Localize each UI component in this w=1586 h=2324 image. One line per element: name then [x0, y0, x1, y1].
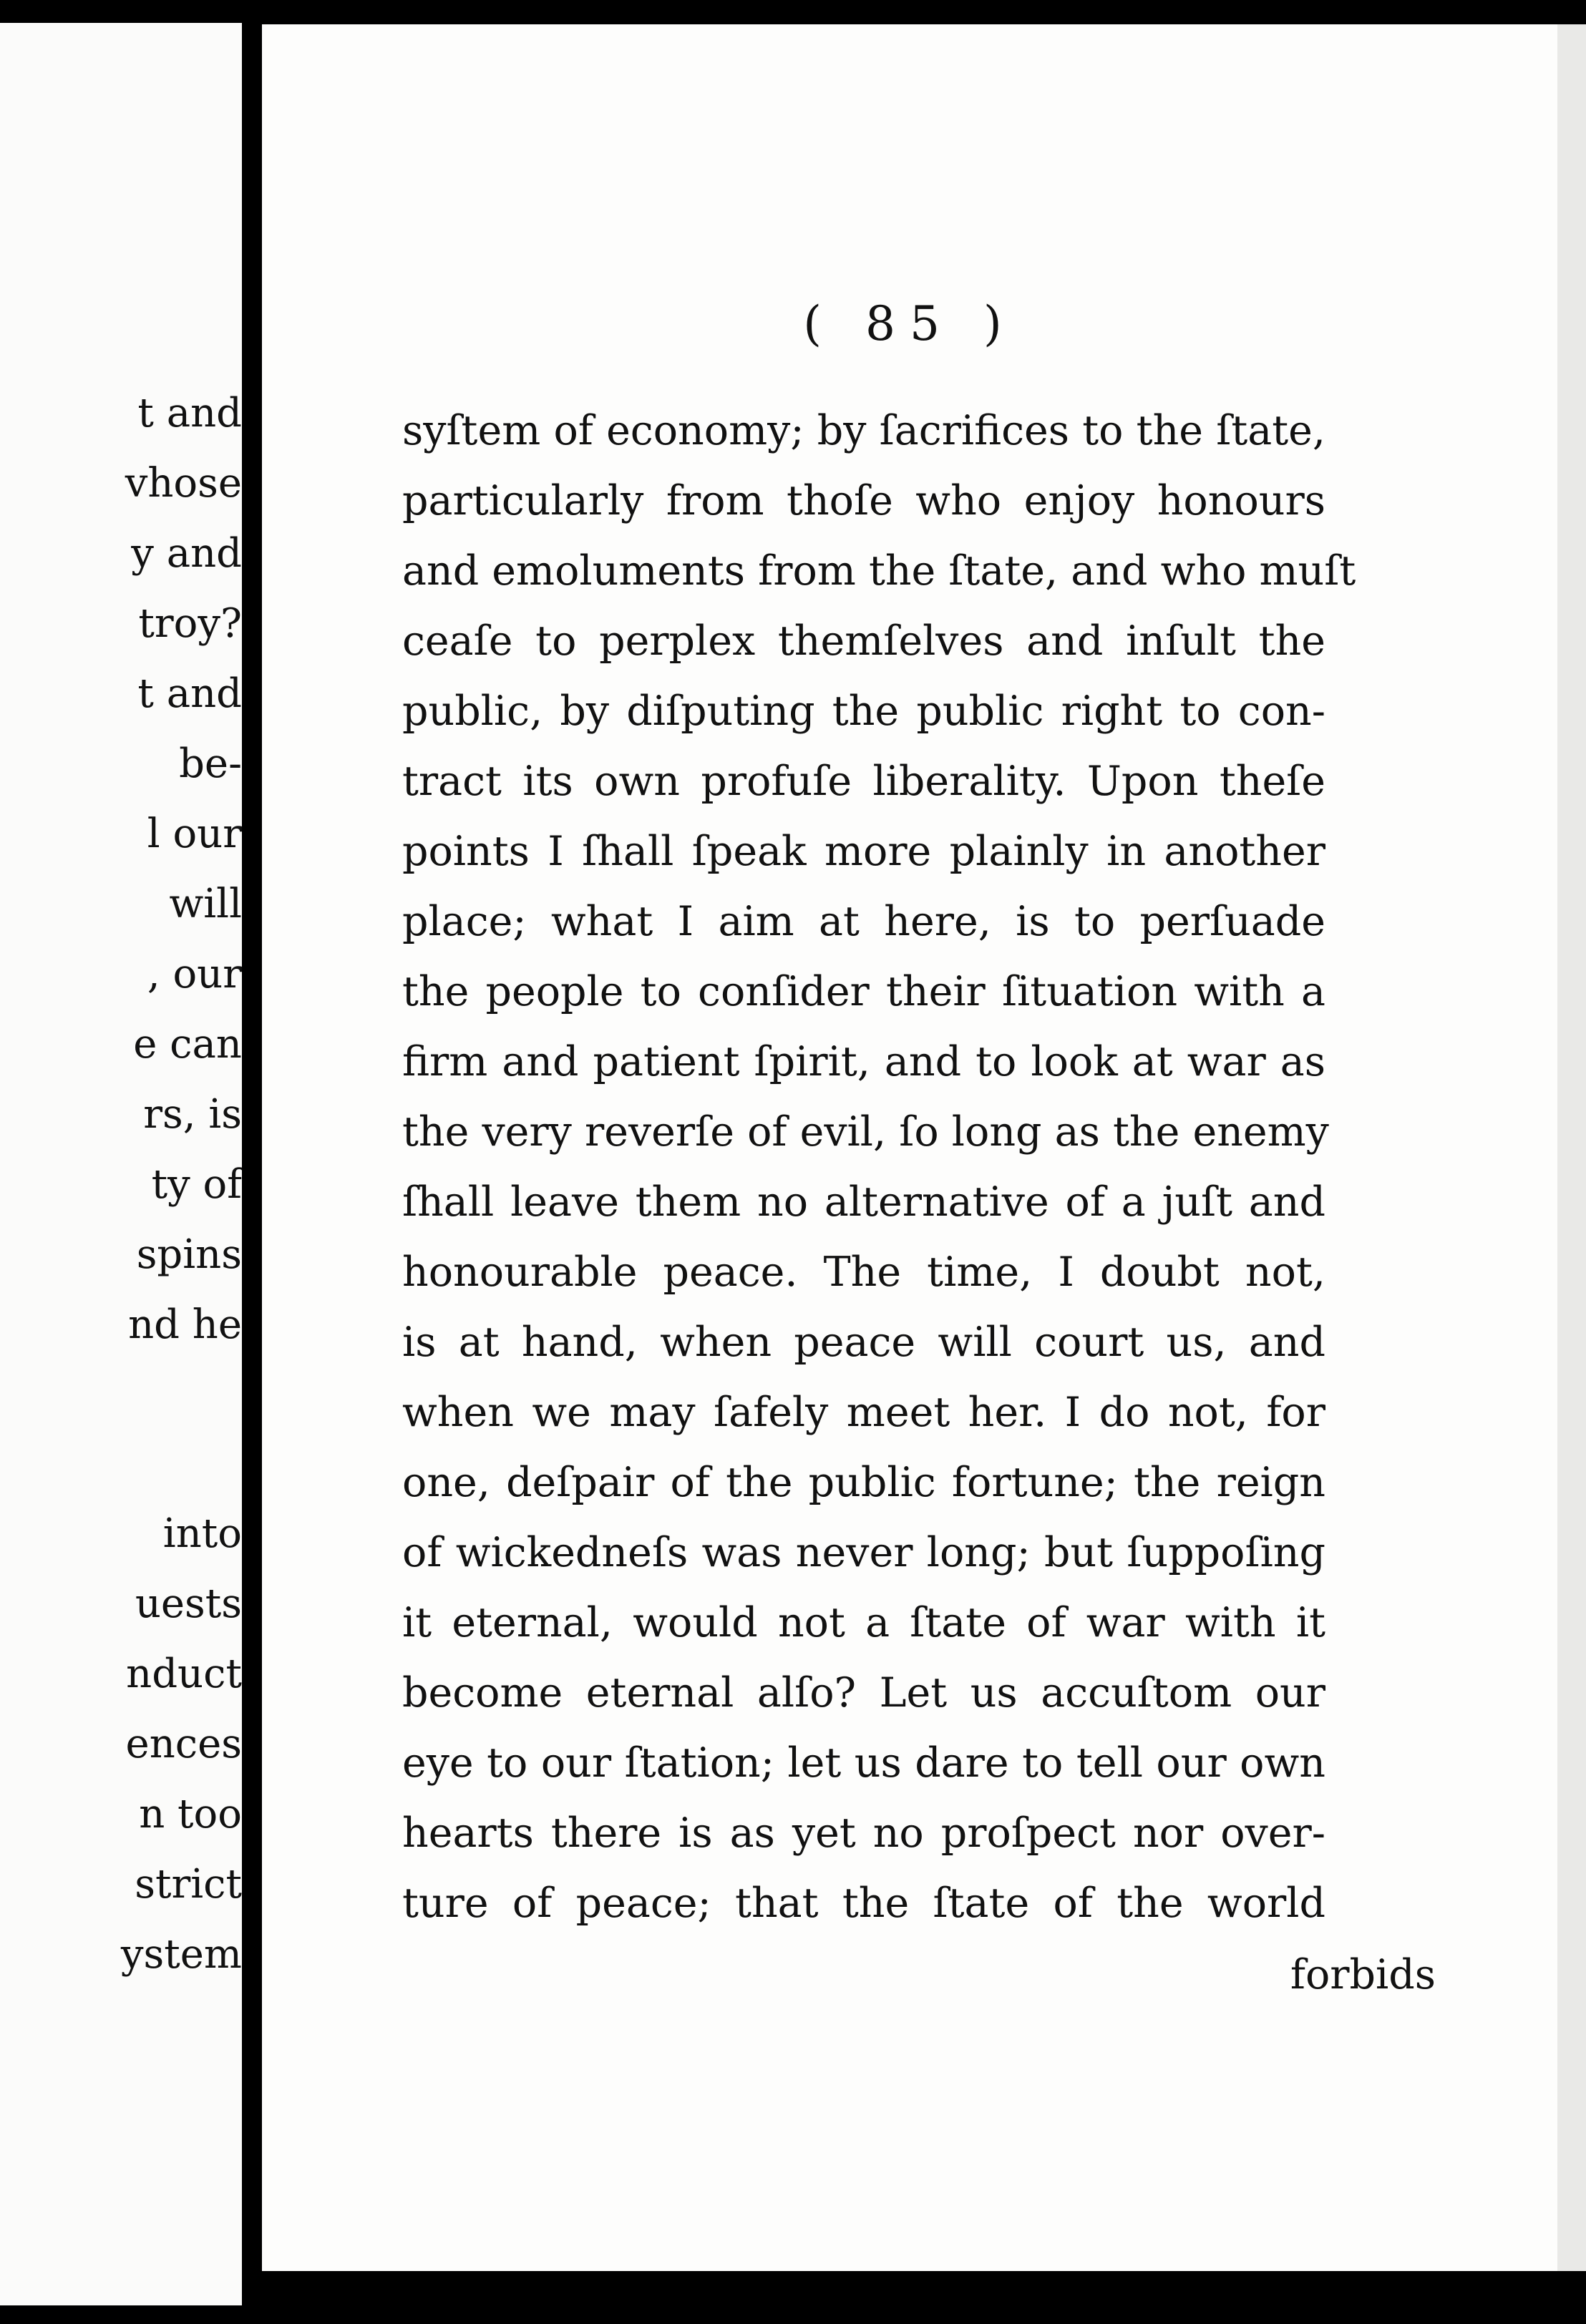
left-line: n too: [139, 1791, 242, 1837]
book-gutter: [242, 0, 262, 2324]
page-number: ( 85 ): [803, 296, 1016, 351]
left-line: , our: [147, 951, 242, 997]
body-text-line: ſhall leave them no alternative of a juſt and: [402, 1178, 1325, 1226]
body-text-line: one, deſpair of the public fortune; the reign: [402, 1459, 1325, 1506]
left-line: t and: [137, 670, 242, 717]
previous-page-fragment: [0, 23, 242, 2305]
left-line: rs, is: [143, 1091, 242, 1138]
body-text-line: place; what I aim at here, is to perſuade: [402, 898, 1325, 945]
catchword: forbids: [1290, 1951, 1436, 1998]
left-line: ystem: [120, 1931, 242, 1978]
body-text-line: it eternal, would not a ſtate of war with it: [402, 1599, 1325, 1646]
left-line: troy?: [138, 600, 242, 647]
left-line: nd he: [128, 1302, 242, 1348]
left-line: ty of: [151, 1161, 242, 1208]
body-text-line: syſtem of economy; by ſacrifices to the ſtate,: [402, 407, 1325, 454]
body-text-line: ture of peace; that the ſtate of the world: [402, 1880, 1325, 1927]
left-line: nduct: [126, 1651, 242, 1697]
body-text-line: ceaſe to perplex themſelves and inſult the: [402, 617, 1325, 665]
left-line: into: [162, 1510, 242, 1557]
left-line: strict: [135, 1861, 242, 1908]
body-text-line: and emoluments from the ſtate, and who muſt: [402, 547, 1356, 595]
body-text-line: public, by diſputing the public right to con-: [402, 688, 1325, 735]
body-text-line: the people to conſider their ſituation with a: [402, 968, 1325, 1015]
left-line: t and: [137, 390, 242, 436]
page-edge: [1557, 24, 1586, 2271]
body-text-line: when we may ſafely meet her. I do not, for: [402, 1389, 1325, 1436]
left-line: will: [169, 881, 242, 927]
body-text-line: points I ſhall ſpeak more plainly in another: [402, 828, 1325, 875]
body-text-line: of wickedneſs was never long; but ſuppoſing: [402, 1529, 1325, 1576]
left-line: l our: [147, 811, 242, 857]
left-line: vhose: [125, 460, 242, 507]
body-text-line: tract its own profuſe liberality. Upon theſe: [402, 758, 1325, 805]
current-page: [262, 24, 1557, 2271]
body-text-line: honourable peace. The time, I doubt not,: [402, 1249, 1325, 1296]
body-text-line: eye to our ſtation; let us dare to tell our own: [402, 1739, 1325, 1787]
left-line: ences: [125, 1721, 242, 1767]
left-line: spins: [136, 1231, 242, 1278]
body-text-line: particularly from thoſe who enjoy honours: [402, 477, 1325, 524]
body-text-line: become eternal alſo? Let us accuſtom our: [402, 1669, 1325, 1717]
body-text-line: is at hand, when peace will court us, and: [402, 1319, 1325, 1366]
body-text-line: hearts there is as yet no proſpect nor over-: [402, 1810, 1325, 1857]
body-text-line: the very reverſe of evil, ſo long as the enemy: [402, 1108, 1329, 1156]
body-text-line: firm and patient ſpirit, and to look at war as: [402, 1038, 1325, 1085]
left-line: uests: [135, 1581, 242, 1627]
left-line: e can: [133, 1021, 242, 1068]
left-line: be-: [179, 741, 242, 787]
left-line: y and: [131, 530, 242, 577]
